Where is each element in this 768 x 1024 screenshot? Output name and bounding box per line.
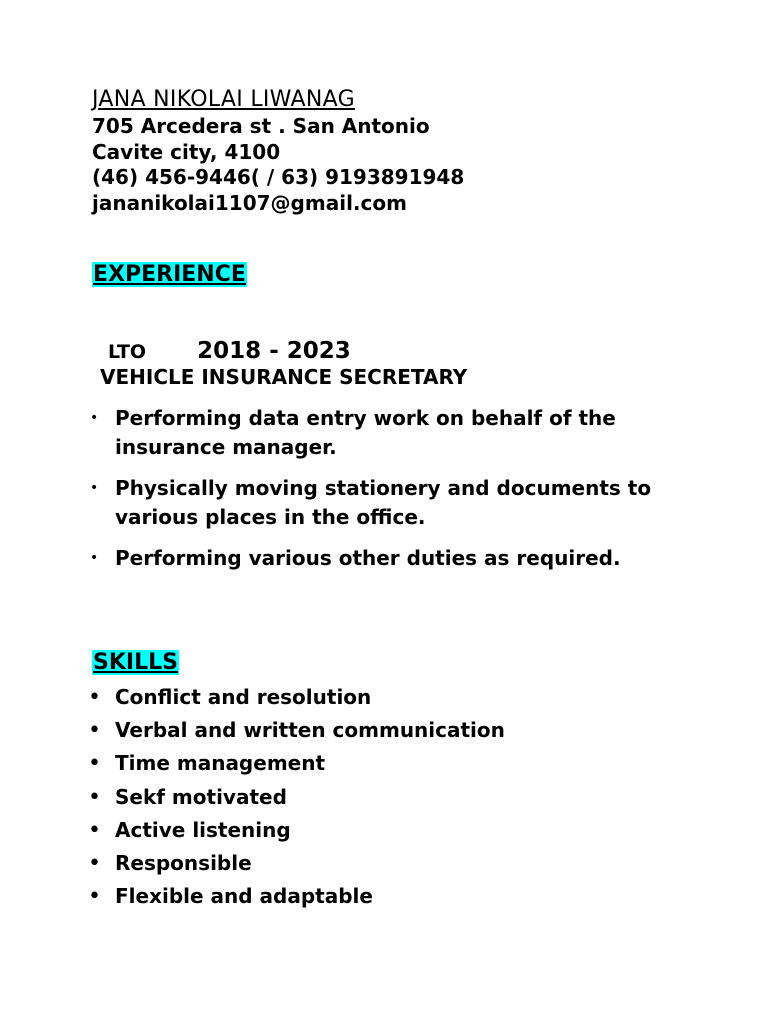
address-line-2: Cavite city, 4100 xyxy=(92,139,281,164)
email-address: jananikolai1107@gmail.com xyxy=(92,190,407,215)
skill-text: Flexible and adaptable xyxy=(115,884,373,909)
bullet-icon: • xyxy=(90,550,99,566)
list-item xyxy=(88,782,505,815)
list-item xyxy=(88,815,505,848)
job-years: 2018 - 2023 xyxy=(197,338,351,364)
list-item xyxy=(88,404,688,462)
list-item xyxy=(88,748,505,781)
skills-heading-text: SKILLS xyxy=(93,650,178,675)
duty-text: Performing data entry work on behalf of the insurance manager. xyxy=(115,406,616,459)
phone-number: (46) 456-9446( / 63) 9193891948 xyxy=(92,165,465,189)
skill-text: Verbal and written communication xyxy=(115,718,505,743)
skill-text: Conflict and resolution xyxy=(115,685,372,709)
skills-list xyxy=(88,682,505,914)
applicant-name: JANA NIKOLAI LIWANAG xyxy=(92,87,355,112)
skill-text: Responsible xyxy=(115,850,252,875)
bullet-icon: • xyxy=(88,784,101,810)
skill-text: Sekf motivated xyxy=(115,784,287,809)
list-item xyxy=(88,544,688,573)
list-item xyxy=(88,848,505,881)
bullet-icon: • xyxy=(88,850,101,876)
job-title: VEHICLE INSURANCE SECRETARY xyxy=(100,365,468,389)
experience-heading xyxy=(92,261,247,289)
list-item xyxy=(88,682,505,715)
list-item xyxy=(88,881,505,914)
bullet-icon: • xyxy=(88,751,101,777)
skill-text: Time management xyxy=(115,751,326,776)
bullet-icon: • xyxy=(90,480,99,496)
list-item xyxy=(88,474,688,532)
skill-text: Active listening xyxy=(115,817,291,842)
duty-text: Performing various other duties as required. xyxy=(115,546,621,570)
bullet-icon: • xyxy=(90,410,99,426)
bullet-icon: • xyxy=(88,685,101,710)
experience-heading-text: EXPERIENCE xyxy=(93,262,246,287)
skills-heading xyxy=(92,649,179,677)
list-item xyxy=(88,715,505,748)
duty-text: Physically moving stationery and documents to various places in the office. xyxy=(115,476,652,529)
bullet-icon: • xyxy=(88,817,101,843)
job-company: LTO xyxy=(108,341,147,363)
contact-block xyxy=(92,114,464,216)
bullet-icon: • xyxy=(88,884,101,910)
address-line-1: 705 Arcedera st . San Antonio xyxy=(92,114,430,138)
bullet-icon: • xyxy=(88,718,101,744)
duty-list xyxy=(88,404,688,585)
